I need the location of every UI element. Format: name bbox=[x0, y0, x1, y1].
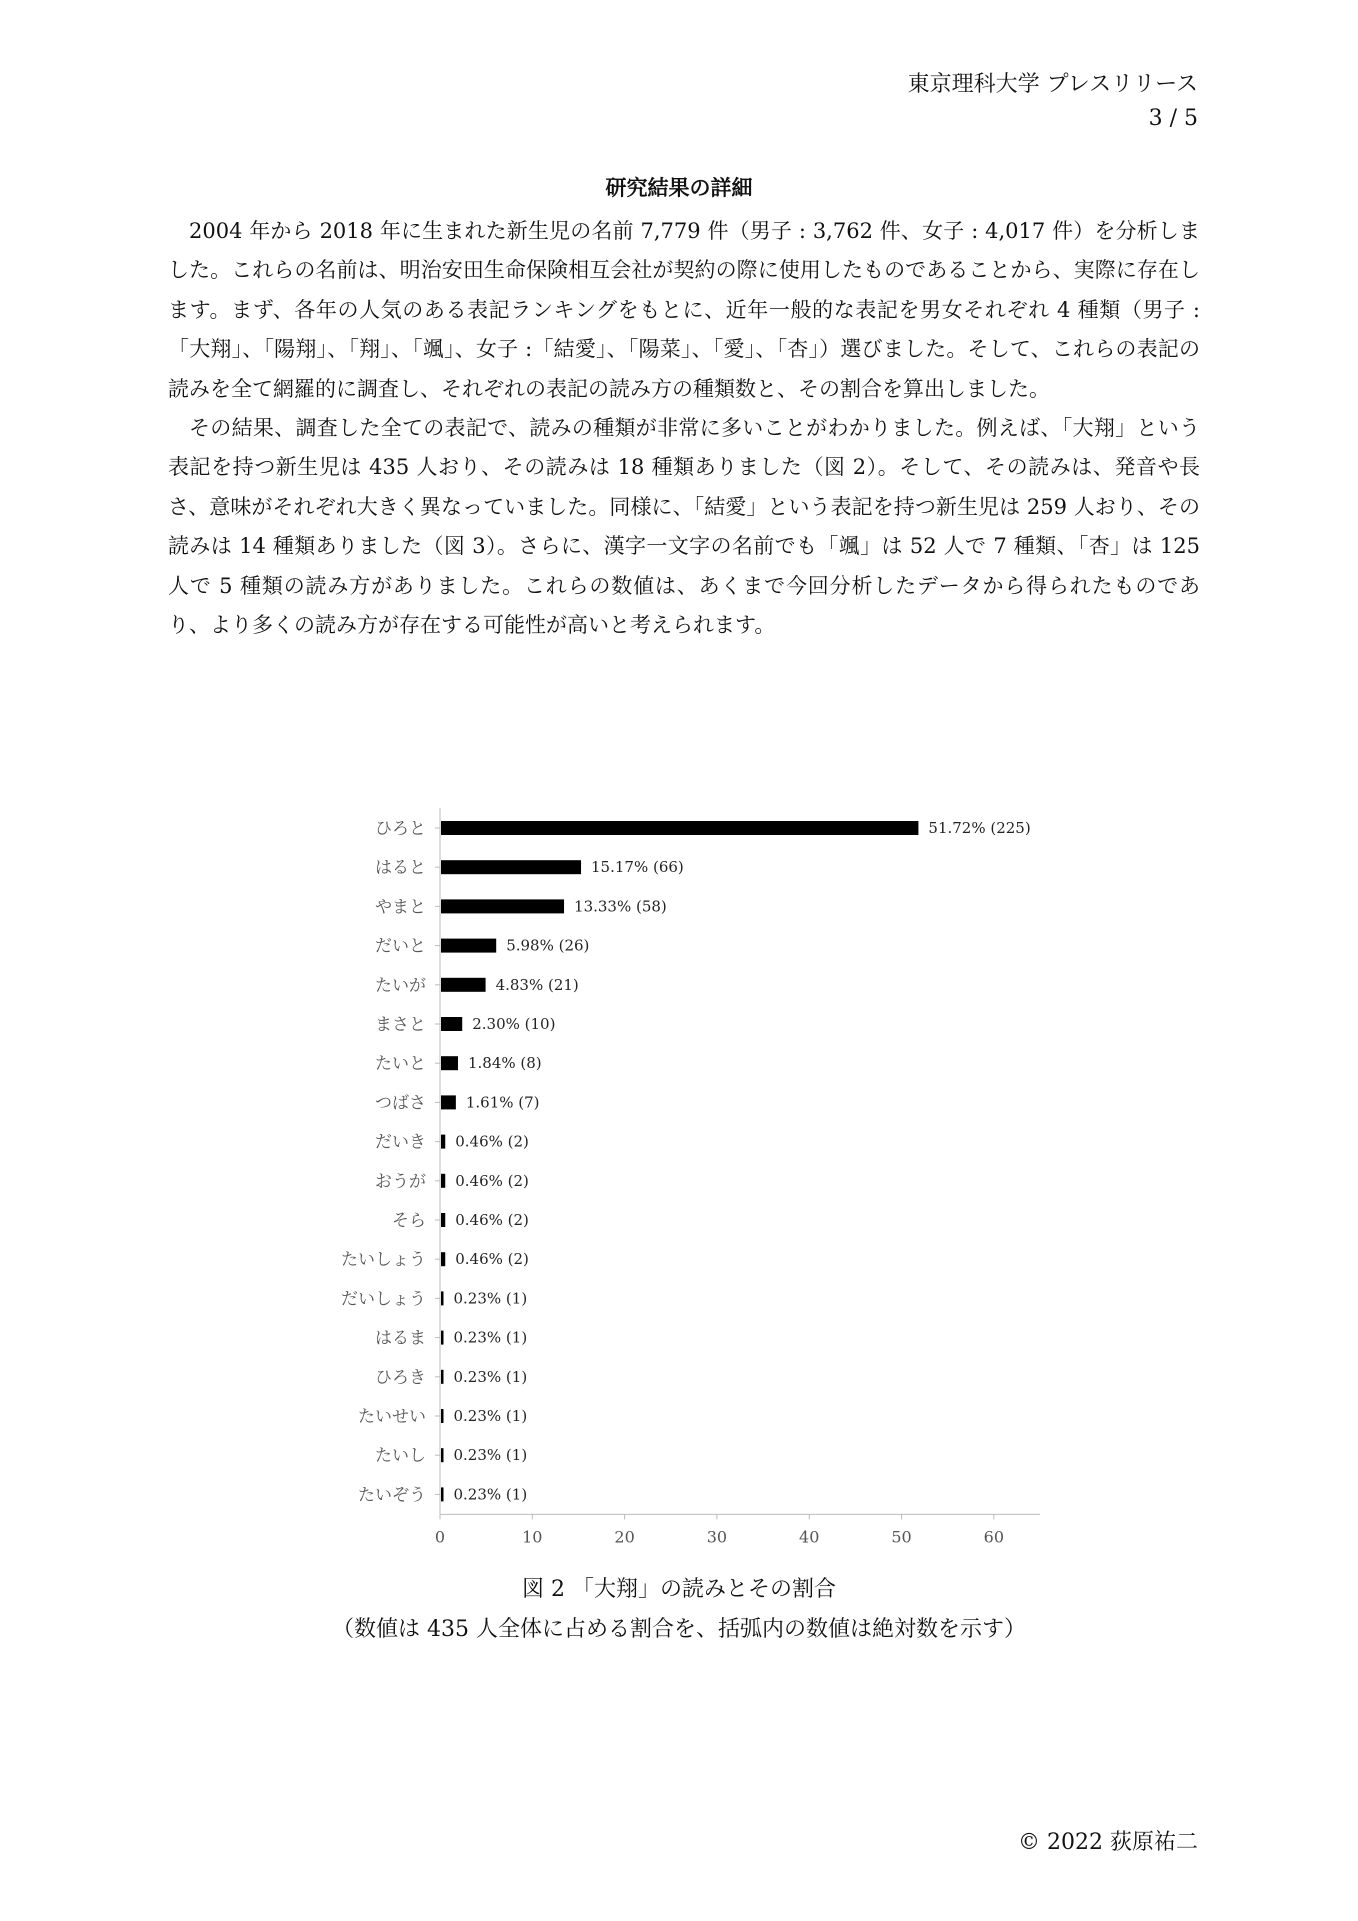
figure-caption-title: 図 2 「大翔」の読みとその割合 bbox=[522, 1577, 836, 1602]
value-label: 51.72% (225) bbox=[928, 819, 1031, 837]
x-tick-label: 50 bbox=[891, 1527, 912, 1547]
body-text bbox=[168, 212, 1200, 645]
copyright-footer: © 2022 荻原祐二 bbox=[1018, 1830, 1198, 1855]
value-label: 2.30% (10) bbox=[472, 1015, 556, 1033]
value-label: 0.23% (1) bbox=[453, 1328, 528, 1347]
x-tick-label: 0 bbox=[434, 1527, 446, 1547]
category-label: まさと bbox=[375, 1015, 426, 1035]
category-label: だいしょう bbox=[341, 1289, 426, 1310]
bar bbox=[441, 860, 581, 874]
paragraph-2: その結果、調査した全ての表記で、読みの種類が非常に多いことがわかりました。例えば、「大翔」という表記を持つ新生児は 435 人おり、その読みは 18 種類ありました（図 2）。そして、その読みは、発音や長さ、意味がそれぞれ大きく異なっていました。同様に、「結愛」という表記を持つ新生児は 259 人おり、その読みは 14 種類ありました（図 3）。さらに、漢字一文字の名前でも「颯」は 52 人で 7 種類、「杏」は 125 人で 5 種類の読み方がありました。これらの数値は、あくまで今回分析したデータから得られたものであり、より多くの読み方が存在する可能性が高いと考えられます。 bbox=[168, 416, 1200, 638]
bar bbox=[441, 1487, 444, 1501]
bar bbox=[441, 1095, 456, 1109]
value-label: 0.46% (2) bbox=[455, 1211, 529, 1229]
bar bbox=[441, 978, 486, 992]
value-label: 13.33% (58) bbox=[574, 897, 667, 916]
value-label: 0.23% (1) bbox=[453, 1485, 528, 1504]
category-label: ひろと bbox=[375, 819, 426, 839]
paragraph-1: 2004 年から 2018 年に生まれた新生児の名前 7,779 件（男子 : 3,762 件、女子 : 4,017 件）を分析しました。これらの名前は、明治安田生命保険相互会社が契約の際に使用したものであることから、実際に存在します。まず、各年の人気のある表記ランキングをもとに、近年一般的な表記を男女それぞれ 4 種類（男子 :「大翔」、「陽翔」、「翔」、「颯」、女子 :「結愛」、「陽菜」、「愛」、「杏」）選びました。そして、これらの表記の読みを全て網羅的に調査し、それぞれの表記の読み方の種類数と、その割合を算出しました。 bbox=[168, 219, 1200, 401]
category-label: つばさ bbox=[375, 1093, 426, 1114]
x-tick-label: 60 bbox=[983, 1527, 1005, 1547]
category-label: たいが bbox=[375, 975, 426, 996]
bar bbox=[441, 1331, 444, 1345]
figure-caption-note: （数値は 435 人全体に占める割合を、括弧内の数値は絶対数を示す） bbox=[332, 1617, 1026, 1642]
category-label: たいし bbox=[375, 1446, 426, 1467]
bar bbox=[441, 1409, 444, 1423]
bar bbox=[441, 1370, 444, 1384]
section-title: 研究結果の詳細 bbox=[605, 176, 753, 200]
bar bbox=[441, 1213, 445, 1227]
category-label: たいしょう bbox=[341, 1250, 426, 1271]
value-label: 0.46% (2) bbox=[455, 1250, 529, 1269]
value-label: 5.98% (26) bbox=[506, 936, 590, 955]
figure-2-chart bbox=[300, 800, 1060, 1570]
x-tick-label: 10 bbox=[522, 1527, 543, 1547]
category-label: たいと bbox=[375, 1054, 426, 1075]
x-tick-label: 30 bbox=[706, 1527, 728, 1547]
page-header bbox=[908, 68, 1198, 136]
bar bbox=[441, 1174, 445, 1188]
category-label: ひろき bbox=[375, 1367, 426, 1388]
value-label: 0.23% (1) bbox=[453, 1367, 528, 1386]
bar bbox=[441, 821, 918, 835]
bar bbox=[441, 939, 496, 953]
value-label: 0.46% (2) bbox=[455, 1132, 529, 1151]
bar-chart bbox=[300, 800, 1060, 1570]
category-label: おうが bbox=[375, 1171, 426, 1192]
bar bbox=[441, 1252, 445, 1266]
category-label: はるま bbox=[375, 1328, 426, 1349]
bar bbox=[441, 899, 564, 913]
value-label: 0.23% (1) bbox=[453, 1407, 528, 1425]
category-label: やまと bbox=[375, 897, 426, 918]
category-label: そら bbox=[392, 1211, 426, 1231]
bar bbox=[441, 1448, 444, 1462]
category-label: だいと bbox=[375, 936, 426, 957]
category-label: だいき bbox=[375, 1132, 426, 1153]
header-org: 東京理科大学 プレスリリース bbox=[907, 72, 1198, 97]
header-page-number: 3 / 5 bbox=[1148, 106, 1198, 131]
x-tick-label: 20 bbox=[614, 1527, 635, 1547]
bar bbox=[441, 1291, 444, 1305]
category-label: たいぞう bbox=[358, 1485, 426, 1506]
bar bbox=[441, 1135, 445, 1149]
value-label: 15.17% (66) bbox=[591, 858, 684, 877]
value-label: 1.61% (7) bbox=[465, 1093, 540, 1112]
value-label: 0.23% (1) bbox=[453, 1446, 528, 1465]
value-label: 1.84% (8) bbox=[467, 1054, 542, 1073]
bar bbox=[441, 1056, 458, 1070]
category-label: たいせい bbox=[358, 1407, 426, 1427]
value-label: 0.46% (2) bbox=[455, 1171, 529, 1190]
x-tick-label: 40 bbox=[799, 1527, 820, 1547]
value-label: 4.83% (21) bbox=[495, 975, 579, 994]
category-label: はると bbox=[375, 858, 426, 879]
value-label: 0.23% (1) bbox=[453, 1289, 528, 1308]
bar bbox=[441, 1017, 462, 1031]
